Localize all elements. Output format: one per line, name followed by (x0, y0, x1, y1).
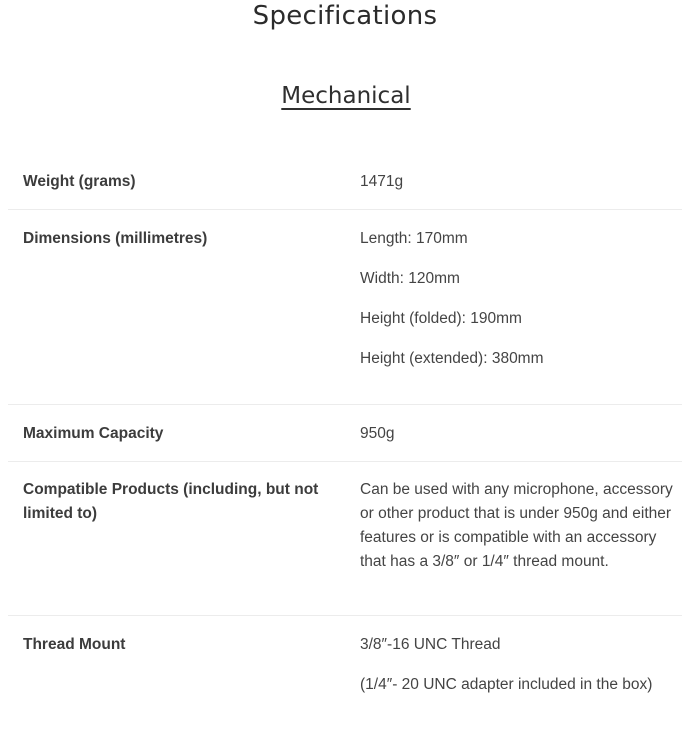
spec-value-line: 950g (360, 425, 395, 442)
spec-key: Maximum Capacity (23, 425, 164, 442)
spec-row-capacity (8, 405, 682, 462)
spec-row-dimensions (8, 210, 682, 405)
spec-value (345, 478, 682, 615)
spec-table (8, 154, 682, 697)
spec-key: Thread Mount (23, 636, 126, 653)
section-title (0, 81, 692, 111)
spec-value-line: Width: 120mm (360, 270, 460, 287)
spec-value (345, 170, 682, 209)
section-title-text: Mechanical (281, 83, 411, 109)
spec-value-line: Height (folded): 190mm (360, 310, 522, 327)
spec-value-line: (1/4″- 20 UNC adapter included in the box) (360, 676, 653, 693)
spec-row-weight (8, 154, 682, 210)
spec-value-line: 3/8″-16 UNC Thread (360, 636, 501, 653)
page-title: Specifications (252, 1, 438, 31)
spec-value-line: Length: 170mm (360, 230, 468, 247)
spec-value-line: Height (extended): 380mm (360, 350, 544, 367)
spec-row-thread-mount (8, 616, 682, 697)
spec-key: Compatible Products (including, but not limited to) (23, 481, 319, 522)
spec-value (345, 422, 682, 461)
spec-row-compatible-products (8, 462, 682, 616)
spec-key: Dimensions (millimetres) (23, 230, 208, 247)
spec-value (345, 633, 682, 697)
spec-value (345, 227, 682, 404)
spec-key: Weight (grams) (23, 173, 136, 190)
spec-value-line: 1471g (360, 173, 404, 190)
spec-value-line: Can be used with any microphone, accessory or other product that is under 950g and either features or is compatible with an accessory that has a 3/8″ or 1/4″ thread mount. (360, 481, 673, 570)
